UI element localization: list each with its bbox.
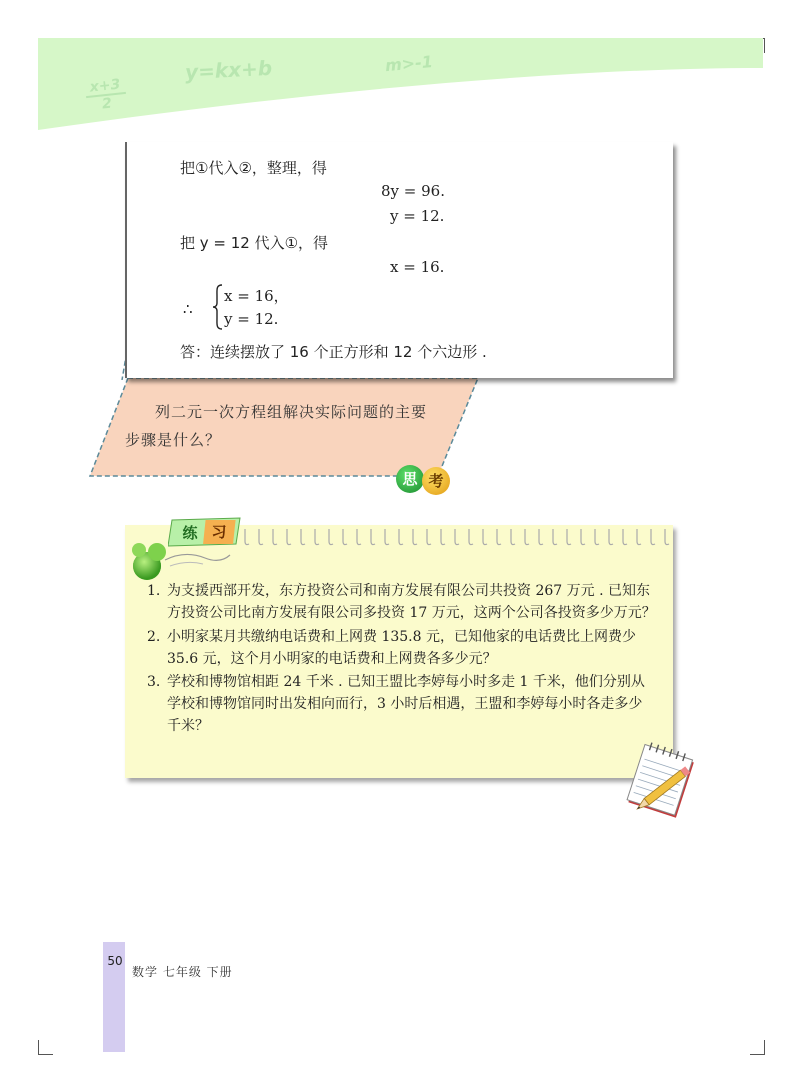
notepad-pencil-icon xyxy=(622,742,704,824)
exercise-item-line: 方投资公司比南方发展有限公司多投资 17 万元，这两个公司各投资多少万元？ xyxy=(167,605,656,621)
think-question-line2: 步骤是什么？ xyxy=(125,431,222,449)
header-formula-fraction xyxy=(84,76,127,114)
header-formula-linear: y=kx+b xyxy=(184,55,273,85)
exercise-badge-char1: 练 xyxy=(182,524,198,542)
exercise-item-1 xyxy=(147,580,656,621)
header-fraction-numerator: x+3 xyxy=(84,76,126,98)
exercise-item-line: 为支援西部开发，东方投资公司和南方发展有限公司共投资 267 万元 . 已知东 xyxy=(167,583,650,599)
exercise-item-3 xyxy=(147,671,645,734)
crop-mark-bottom-right xyxy=(750,1040,765,1055)
exercise-item-number: 3. xyxy=(147,674,161,690)
exercise-item-number: 2. xyxy=(147,629,161,645)
system-brace xyxy=(212,284,224,330)
exercise-item-line: 35.6 元，这个月小明家的电话费和上网费各多少元？ xyxy=(167,651,497,667)
solution-line-substitute-y: 把 y = 12 代入①，得 xyxy=(180,234,329,252)
think-question xyxy=(125,398,455,454)
exercise-badge-char2: 习 xyxy=(211,523,227,541)
solution-answer: 答：连续摆放了 16 个正方形和 12 个六边形 . xyxy=(180,343,487,361)
exercise-item-line: 学校和博物馆同时出发相向而行，3 小时后相遇，王盟和李婷每小时各走多少 xyxy=(167,696,643,712)
think-question-line1: 列二元一次方程组解决实际问题的主要 xyxy=(155,403,428,421)
system-equation-x: x = 16， xyxy=(224,287,289,305)
solution-equation-y: y = 12. xyxy=(390,207,445,225)
exercise-item-line: 小明家某月共缴纳电话费和上网费 135.8 元，已知他家的电话费比上网费少 xyxy=(167,629,636,645)
crop-mark-bottom-left xyxy=(38,1040,53,1055)
solution-line-substitute: 把①代入②，整理，得 xyxy=(180,159,327,177)
exercise-item-line: 学校和博物馆相距 24 千米 . 已知王盟比李婷每小时多走 1 千米，他们分别从 xyxy=(167,674,645,690)
therefore-symbol: ∴ xyxy=(183,300,193,318)
header-fraction-denominator: 2 xyxy=(101,95,113,113)
page-number: 50 xyxy=(107,954,123,968)
header-band xyxy=(38,38,763,138)
think-badge-char2: 考 xyxy=(422,467,450,495)
think-badge-char1: 思 xyxy=(396,465,424,493)
book-title: 数学 七年级 下册 xyxy=(132,965,233,979)
system-equation-y: y = 12. xyxy=(224,310,279,328)
solution-equation-x: x = 16. xyxy=(390,258,445,276)
exercise-item-line: 千米？ xyxy=(167,718,209,734)
solution-equation-8y: 8y = 96. xyxy=(381,182,445,200)
exercise-ring-binding xyxy=(240,527,670,549)
exercise-item-number: 1. xyxy=(147,583,161,599)
exercise-item-2 xyxy=(147,626,636,667)
header-formula-inequality: m>-1 xyxy=(384,51,434,76)
